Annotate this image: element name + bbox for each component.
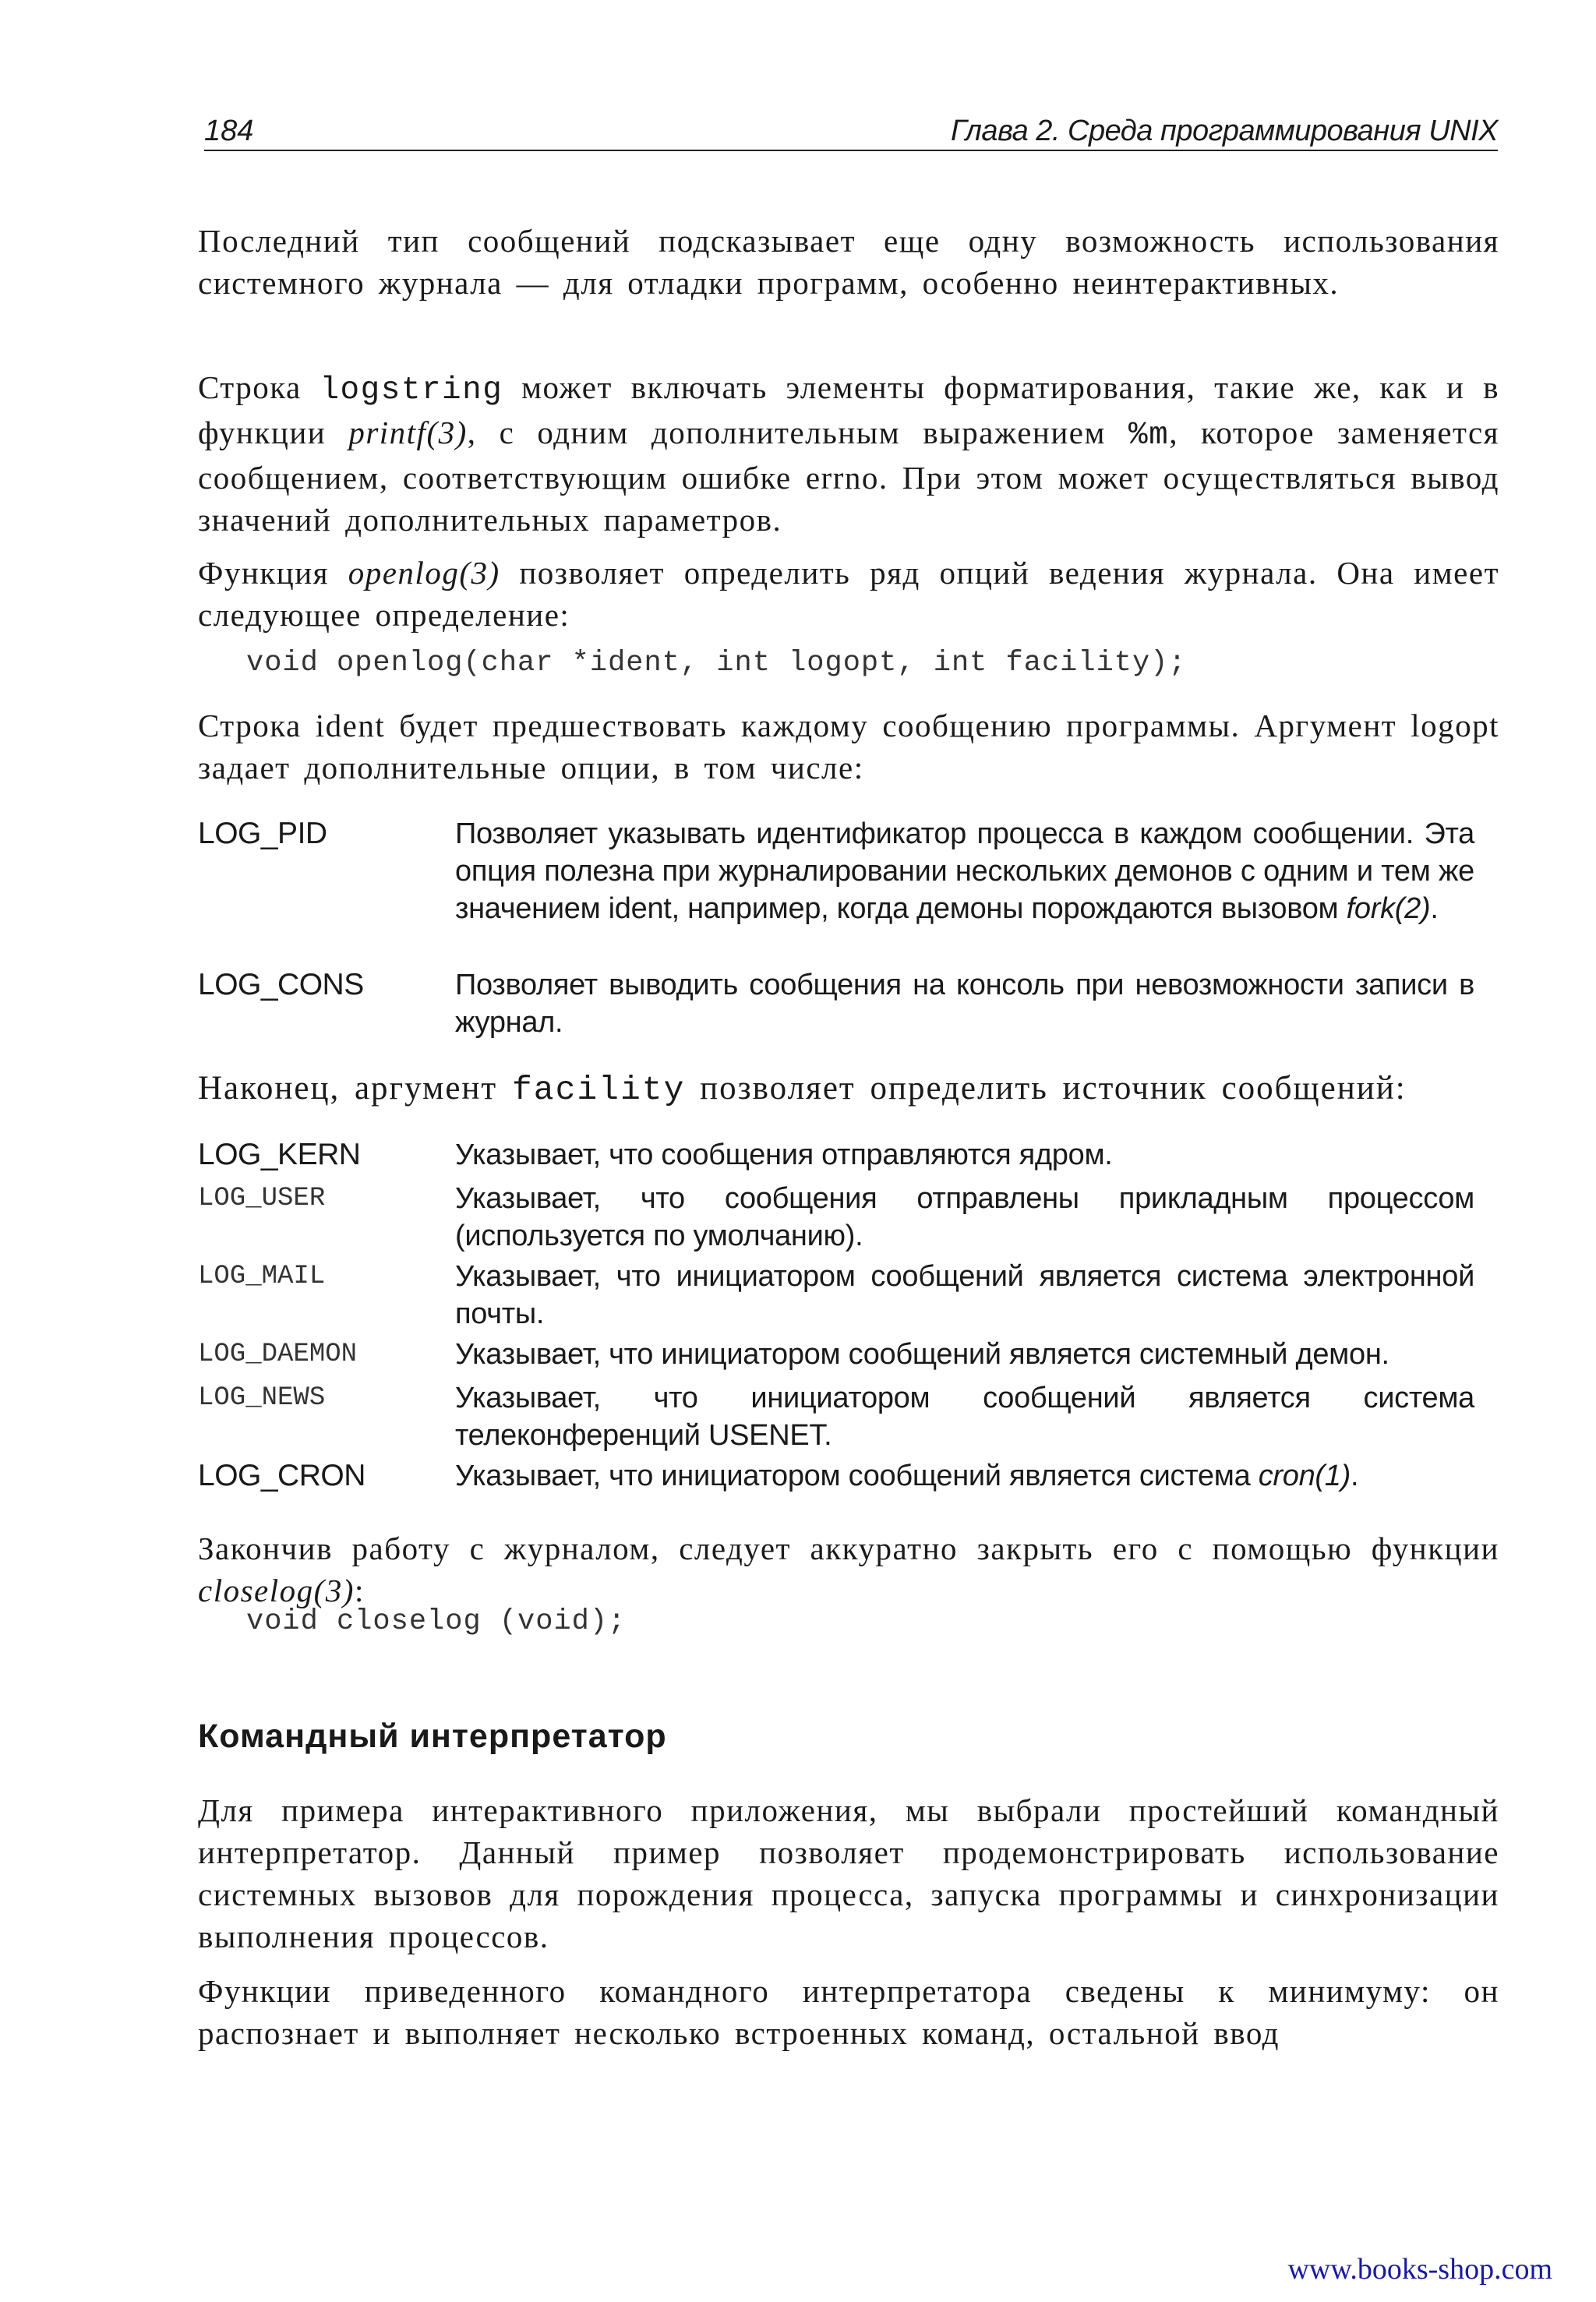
paragraph-closelog [198, 1527, 1499, 1612]
function-ref-cron: cron(1) [1258, 1460, 1351, 1492]
option-description [455, 1457, 1474, 1495]
function-ref-openlog: openlog(3) [348, 555, 500, 591]
option-term: LOG_DAEMON [198, 1340, 358, 1369]
text-fragment: может включать элементы форматирования, такие же, как и в функции [198, 369, 1499, 450]
function-ref-printf: printf(3) [348, 415, 468, 450]
text-fragment: , которое заменяется сообщением, соответствующим ошибке errno. При этом может осуществляться вывод значений дополнительных параметров. [198, 415, 1499, 538]
text-fragment: : [354, 1573, 365, 1608]
option-description [455, 815, 1474, 927]
text-fragment: позволяет определить ряд опций ведения журнала. Она имеет следующее определение: [198, 555, 1499, 633]
option-description: Позволяет выводить сообщения на консоль при невозможности записи в журнал. [455, 969, 1474, 1039]
chapter-title: Глава 2. Среда программирования UNIX [951, 115, 1498, 147]
option-description: Указывает, что инициатором сообщений является системный демон. [455, 1338, 1389, 1371]
text-fragment: . [1350, 1460, 1359, 1492]
code-openlog-signature: void openlog(char *ident, int logopt, int facility); [246, 647, 1187, 680]
watermark-url: www.books-shop.com [1287, 2253, 1552, 2286]
paragraph-openlog [198, 552, 1499, 636]
option-term: LOG_KERN [198, 1138, 361, 1171]
paragraph-syslog-debug: Последний тип сообщений подсказывает еще одну возможность использования системного журнала — для отладки программ, особенно неинтерактивных. [198, 223, 1499, 301]
option-description: Указывает, что инициатором сообщений является система телеконференций USENET. [455, 1382, 1474, 1452]
option-description: Указывает, что сообщения отправляются ядром. [455, 1139, 1113, 1171]
code-facility: facility [511, 1071, 686, 1109]
text-fragment: Функция [198, 555, 348, 591]
code-logstring: logstring [320, 372, 503, 408]
page-header [204, 112, 1498, 151]
code-percent-m: %m [1128, 418, 1170, 454]
code-closelog-signature: void closelog (void); [246, 1605, 627, 1638]
paragraph-ident: Строка ident будет предшествовать каждому сообщению программы. Аргумент logopt задает дополнительные опции, в том числе: [198, 708, 1499, 786]
paragraph-shell-functions: Функции приведенного командного интерпретатора сведены к минимуму: он распознает и выполняет несколько встроенных команд, остальной ввод [198, 1973, 1499, 2051]
option-term: LOG_USER [198, 1184, 326, 1213]
option-term: LOG_CRON [198, 1459, 365, 1492]
option-term: LOG_CONS [198, 968, 364, 1001]
function-ref-fork: fork(2) [1346, 892, 1431, 925]
paragraph-logstring [198, 366, 1499, 541]
paragraph-facility [198, 1068, 1499, 1111]
text-fragment: , с одним дополнительным выражением [467, 415, 1128, 450]
text-fragment: . [1430, 892, 1439, 925]
option-term: LOG_PID [198, 817, 327, 850]
section-heading: Командный интерпретатор [198, 1718, 667, 1755]
text-fragment: Указывает, что инициатором сообщений является система [455, 1460, 1259, 1492]
text-fragment: Закончив работу с журналом, следует аккуратно закрыть его с помощью функции [198, 1531, 1499, 1566]
page-number: 184 [204, 115, 254, 147]
function-ref-closelog: closelog(3) [198, 1573, 355, 1608]
option-term: LOG_NEWS [198, 1383, 326, 1413]
text-fragment: позволяет определить источник сообщений: [685, 1070, 1407, 1107]
text-fragment: Позволяет указывать идентификатор процесса в каждом сообщении. Эта опция полезна при журналировании нескольких демонов с одним и тем же значением ident, например, когда демоны порождаются вызовом [455, 817, 1474, 925]
option-description: Указывает, что сообщения отправлены прикладным процессом (используется по умолчанию). [455, 1182, 1474, 1252]
option-description: Указывает, что инициатором сообщений является система электронной почты. [455, 1260, 1474, 1330]
paragraph-shell-intro: Для примера интерактивного приложения, мы выбрали простейший командный интерпретатор. Данный пример позволяет продемонстрировать использование системных вызовов для порождения процесса, запуска программы и синхронизации выполнения процессов. [198, 1792, 1499, 1954]
text-fragment: Строка [198, 369, 320, 405]
text-fragment: Наконец, аргумент [198, 1070, 512, 1107]
option-term: LOG_MAIL [198, 1262, 326, 1291]
